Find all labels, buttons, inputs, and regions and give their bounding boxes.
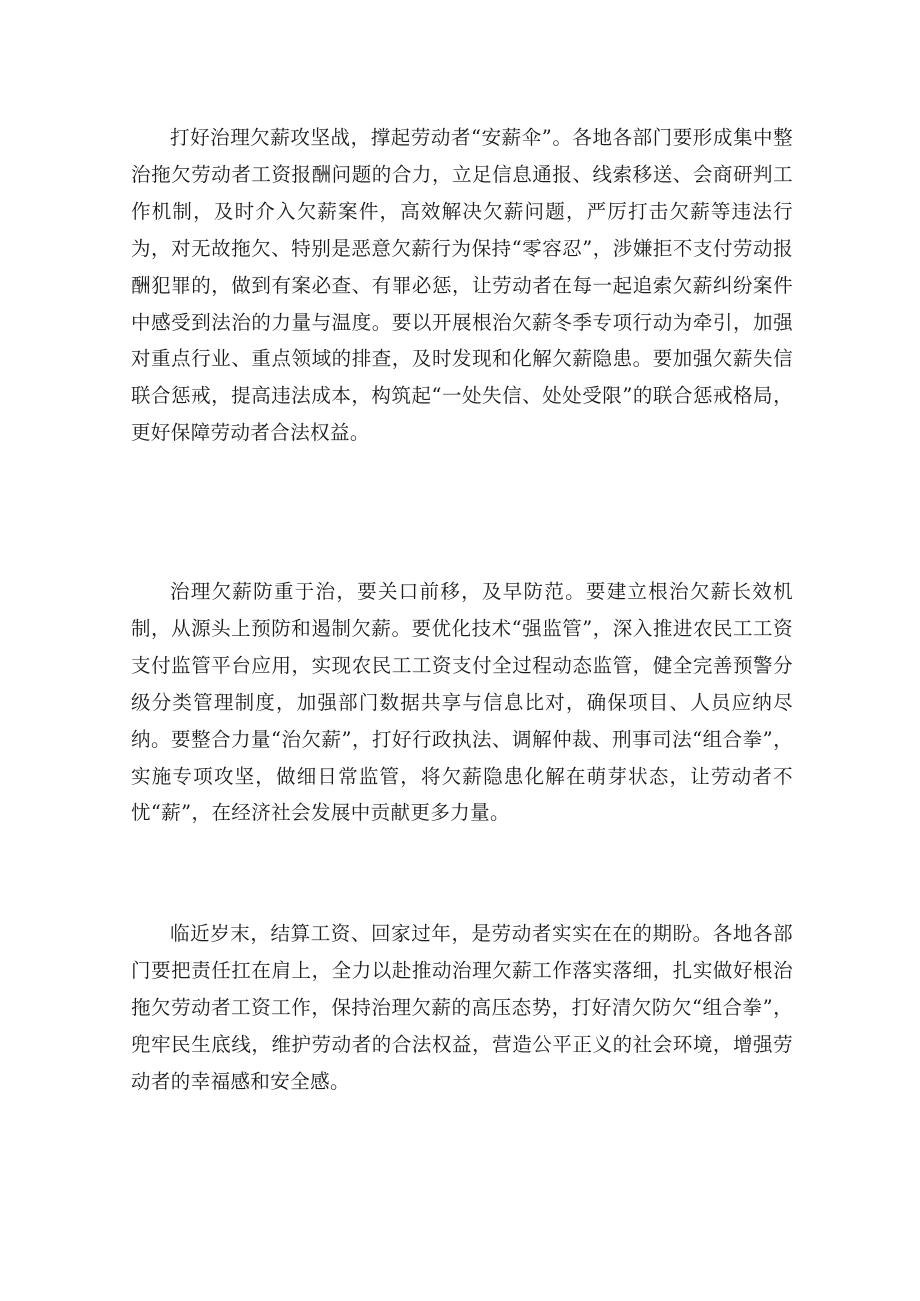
body-paragraph-3: 临近岁末，结算工资、回家过年，是劳动者实实在在的期盼。各地各部门要把责任扛在肩上，全力以赴推动治理欠薪工作落实落细，扎实做好根治拖欠劳动者工资工作，保持治理欠薪的高压态势，打好清欠防欠“组合拳”，兜牢民生底线，维护劳动者的合法权益，营造公平正义的社会环境，增强劳动者的幸福感和安全感。 [131,922,793,1093]
body-paragraph-2: 治理欠薪防重于治，要关口前移，及早防范。要建立根治欠薪长效机制，从源头上预防和遏制欠薪。要优化技术“强监管”，深入推进农民工工资支付监管平台应用，实现农民工工资支付全过程动态监管，健全完善预警分级分类管理制度，加强部门数据共享与信息比对，确保项目、人员应纳尽纳。要整合力量“治欠薪”，打好行政执法、调解仲裁、刑事司法“组合拳”，实施专项攻坚，做细日常监管，将欠薪隐患化解在萌芽状态，让劳动者不忧“薪”，在经济社会发展中贡献更多力量。 [131,580,793,825]
body-paragraph-1: 打好治理欠薪攻坚战，撑起劳动者“安薪伞”。各地各部门要形成集中整治拖欠劳动者工资报酬问题的合力，立足信息通报、线索移送、会商研判工作机制，及时介入欠薪案件，高效解决欠薪问题，严厉打击欠薪等违法行为，对无故拖欠、特别是恶意欠薪行为保持“零容忍”，涉嫌拒不支付劳动报酬犯罪的，做到有案必查、有罪必惩，让劳动者在每一起追索欠薪纠纷案件中感受到法治的力量与温度。要以开展根治欠薪冬季专项行动为牵引，加强对重点行业、重点领域的排查，及时发现和化解欠薪隐患。要加强欠薪失信联合惩戒，提高违法成本，构筑起“一处失信、处处受限”的联合惩戒格局，更好保障劳动者合法权益。 [131,126,793,445]
